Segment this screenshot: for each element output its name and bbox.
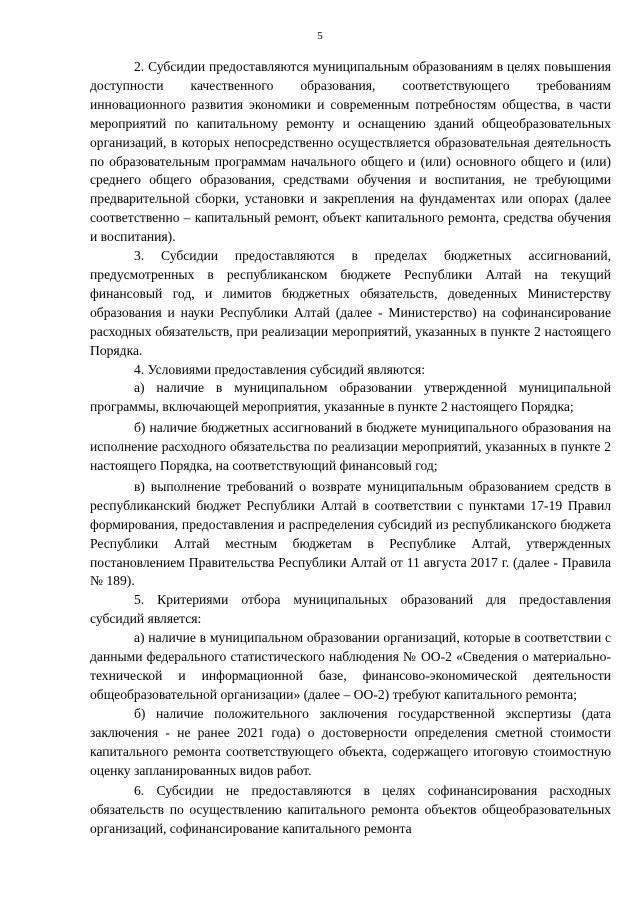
document-body [90, 58, 611, 839]
paragraph-2-purpose: 2. Субсидии предоставляются муниципальным образованиям в целях повышения доступности качественного образования, соответствующего требованиям инновационного развития экономики и современным потребностям общества, в части мероприятий по капитальному ремонту и оснащению зданий общеобразовательных организаций, в которых непосредственно осуществляется образовательная деятельность по образовательным программам начального общего и (или) основного общего и (или) среднего общего образования, средствами обучения и воспитания, не требующими предварительной сборки, установки и закрепления на фундаментах или опорах (далее соответственно – капитальный ремонт, объект капитального ремонта, средства обучения и воспитания). [90, 59, 611, 245]
paragraph-4a: а) наличие в муниципальном образовании утвержденной муниципальной программы, включающей мероприятия, указанные в пункте 2 настоящего Порядка; [90, 380, 611, 415]
paragraph-5b: б) наличие положительного заключения государственной экспертизы (дата заключения - не ранее 2021 года) о достоверности определения сметной стоимости капитального ремонта соответствующего объекта, содержащего итоговую стоимостную оценку запланированных видов работ. [90, 705, 611, 778]
paragraph-6-exclusions: 6. Субсидии не предоставляются в целях софинансирования расходных обязательств по осуществлению капитального ремонта объектов общеобразовательных организаций, софинансирование капитального ремонта [90, 783, 611, 837]
paragraph-3-budget: 3. Субсидии предоставляются в пределах бюджетных ассигнований, предусмотренных в республиканском бюджете Республики Алтай на текущий финансовый год, и лимитов бюджетных обязательств, доведенных Министерству образования и науки Республики Алтай (далее - Министерство) на софинансирование расходных обязательств, при реализации мероприятий, указанных в пункте 2 настоящего Порядка. [90, 248, 611, 358]
paragraph-4c: в) выполнение требований о возврате муниципальным образованием средств в республиканский бюджет Республики Алтай в соответствии с пунктами 17-19 Правил формирования, предоставления и распределения субсидий из республиканского бюджета Республики Алтай местным бюджетам в Республике Алтай, утвержденных постановлением Правительства Республики Алтай от 11 августа 2017 г. (далее - Правила № 189). [90, 478, 611, 589]
page-number: 5 [317, 30, 323, 42]
paragraph-4-conditions: 4. Условиями предоставления субсидий являются: [134, 361, 426, 377]
paragraph-4b: б) наличие бюджетных ассигнований в бюджете муниципального образования на исполнение расходного обязательства по реализации мероприятий, указанных в пункте 2 настоящего Порядка, на соответствующий финансовый год; [90, 420, 611, 474]
paragraph-5-criteria: 5. Критериями отбора муниципальных образований для предоставления субсидий является: [90, 592, 611, 627]
paragraph-5a: а) наличие в муниципальном образовании организаций, которые в соответствии с данными федерального статистического наблюдения № ОО-2 «Сведения о материально-технической и информационной базе, финансово-экономической деятельности общеобразовательной организации» (далее – ОО-2) требуют капитального ремонта; [90, 630, 611, 702]
